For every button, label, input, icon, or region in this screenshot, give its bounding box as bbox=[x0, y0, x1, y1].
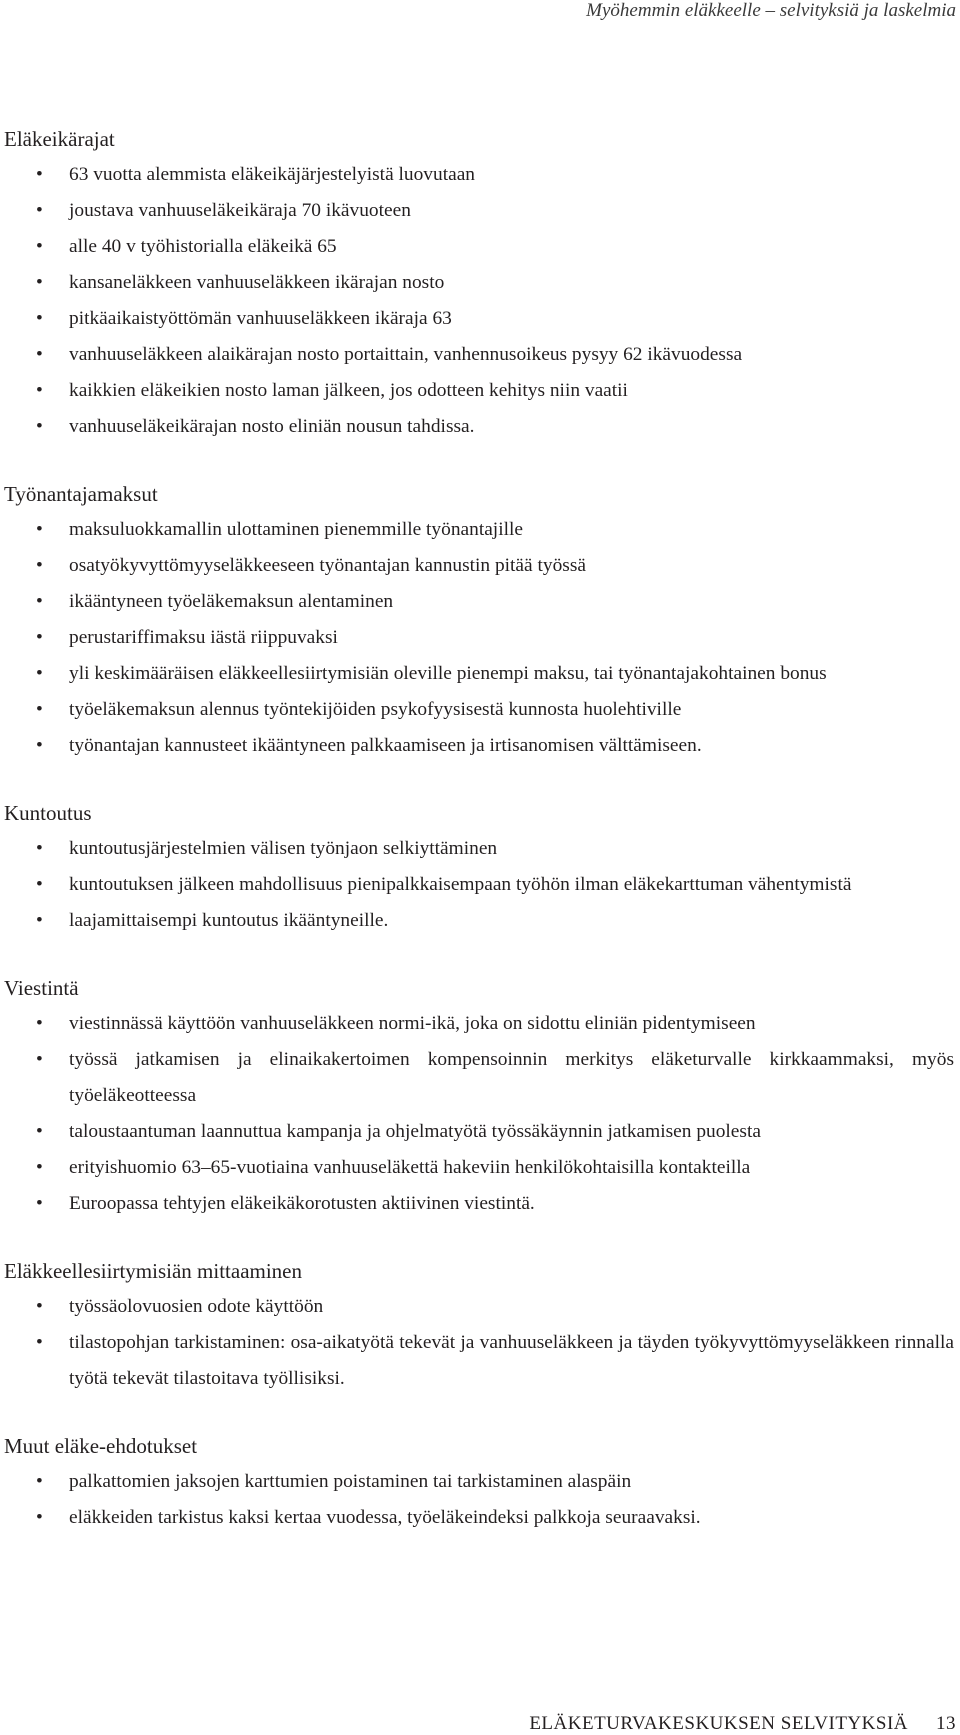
list-item: • työssä jatkamisen ja elinaikakertoimen kompensoinnin merkitys eläketurvalle kirkkaammaksi, myös työeläkeotteessa bbox=[4, 1042, 956, 1114]
list-item: • joustava vanhuuseläkeikäraja 70 ikävuoteen bbox=[4, 193, 956, 229]
list-item: • palkattomien jaksojen karttumien poistaminen tai tarkistaminen alaspäin bbox=[4, 1464, 956, 1500]
list-item: • vanhuuseläkkeen alaikärajan nosto portaittain, vanhennusoikeus pysyy 62 ikävuodessa bbox=[4, 337, 956, 373]
bullet-icon: • bbox=[36, 1332, 43, 1353]
list-item: • tilastopohjan tarkistaminen: osa-aikatyötä tekevät ja vanhuuseläkkeen ja täyden työkyvyttömyyseläkkeen rinnalla työtä tekevät tilastoitava työllisiksi. bbox=[4, 1325, 956, 1397]
section bbox=[4, 1431, 956, 1536]
section-title: Viestintä bbox=[4, 976, 79, 1000]
bullet-icon: • bbox=[36, 380, 43, 401]
bullet-list bbox=[4, 512, 956, 764]
bullet-icon: • bbox=[36, 1507, 43, 1528]
list-item: • työssäolovuosien odote käyttöön bbox=[4, 1289, 956, 1325]
section bbox=[4, 973, 956, 1222]
list-item: • maksuluokkamallin ulottaminen pienemmille työnantajille bbox=[4, 512, 956, 548]
bullet-icon: • bbox=[36, 416, 43, 437]
list-item: • ikääntyneen työeläkemaksun alentaminen bbox=[4, 584, 956, 620]
list-item: • yli keskimääräisen eläkkeellesiirtymisiän oleville pienempi maksu, tai työnantajakohtainen bonus bbox=[4, 656, 956, 692]
bullet-icon: • bbox=[36, 236, 43, 257]
bullet-icon: • bbox=[36, 1013, 43, 1034]
bullet-icon: • bbox=[36, 1193, 43, 1214]
section-title: Muut eläke-ehdotukset bbox=[4, 1434, 198, 1458]
list-item: • 63 vuotta alemmista eläkeikäjärjestelyistä luovutaan bbox=[4, 157, 956, 193]
list-item: • työeläkemaksun alennus työntekijöiden psykofyysisestä kunnosta huolehtiville bbox=[4, 692, 956, 728]
bullet-icon: • bbox=[36, 1471, 43, 1492]
bullet-icon: • bbox=[36, 1121, 43, 1142]
list-item: • taloustaantuman laannuttua kampanja ja ohjelmatyötä työssäkäynnin jatkamisen puolesta bbox=[4, 1114, 956, 1150]
bullet-icon: • bbox=[36, 838, 43, 859]
section bbox=[4, 124, 956, 445]
section-title: Työnantajamaksut bbox=[4, 482, 158, 506]
list-item: • kansaneläkkeen vanhuuseläkkeen ikärajan nosto bbox=[4, 265, 956, 301]
list-item: • Euroopassa tehtyjen eläkeikäkorotusten aktiivinen viestintä. bbox=[4, 1186, 956, 1222]
bullet-icon: • bbox=[36, 910, 43, 931]
bullet-icon: • bbox=[36, 1049, 43, 1070]
bullet-icon: • bbox=[36, 735, 43, 756]
publication-name: ELÄKETURVAKESKUKSEN SELVITYKSIÄ bbox=[529, 1713, 908, 1734]
bullet-list bbox=[4, 1289, 956, 1397]
page-body bbox=[4, 124, 956, 1570]
page-number: 13 bbox=[936, 1713, 956, 1734]
bullet-list bbox=[4, 1006, 956, 1222]
bullet-icon: • bbox=[36, 1157, 43, 1178]
list-item: • kuntoutuksen jälkeen mahdollisuus pienipalkkaisempaan työhön ilman eläkekarttuman vähentymistä bbox=[4, 867, 956, 903]
list-item: • eläkkeiden tarkistus kaksi kertaa vuodessa, työeläkeindeksi palkkoja seuraavaksi. bbox=[4, 1500, 956, 1536]
bullet-icon: • bbox=[36, 663, 43, 684]
list-item: • pitkäaikaistyöttömän vanhuuseläkkeen ikäraja 63 bbox=[4, 301, 956, 337]
bullet-icon: • bbox=[36, 555, 43, 576]
bullet-list bbox=[4, 831, 956, 939]
bullet-icon: • bbox=[36, 627, 43, 648]
bullet-icon: • bbox=[36, 699, 43, 720]
list-item: • laajamittaisempi kuntoutus ikääntyneille. bbox=[4, 903, 956, 939]
page-footer bbox=[529, 1713, 956, 1735]
bullet-list bbox=[4, 1464, 956, 1536]
list-item: • vanhuuseläkeikärajan nosto eliniän nousun tahdissa. bbox=[4, 409, 956, 445]
bullet-icon: • bbox=[36, 344, 43, 365]
bullet-icon: • bbox=[36, 1296, 43, 1317]
bullet-icon: • bbox=[36, 308, 43, 329]
section-title: Eläkkeellesiirtymisiän mittaaminen bbox=[4, 1259, 302, 1283]
bullet-icon: • bbox=[36, 874, 43, 895]
bullet-list bbox=[4, 157, 956, 445]
section-title: Kuntoutus bbox=[4, 801, 92, 825]
list-item: • työnantajan kannusteet ikääntyneen palkkaamiseen ja irtisanomisen välttämiseen. bbox=[4, 728, 956, 764]
section bbox=[4, 479, 956, 764]
list-item: • osatyökyvyttömyyseläkkeeseen työnantajan kannustin pitää työssä bbox=[4, 548, 956, 584]
bullet-icon: • bbox=[36, 164, 43, 185]
bullet-icon: • bbox=[36, 272, 43, 293]
bullet-icon: • bbox=[36, 519, 43, 540]
list-item: • perustariffimaksu iästä riippuvaksi bbox=[4, 620, 956, 656]
section-title: Eläkeikärajat bbox=[4, 127, 115, 151]
list-item: • erityishuomio 63–65-vuotiaina vanhuuseläkettä hakeviin henkilökohtaisilla kontakteilla bbox=[4, 1150, 956, 1186]
list-item: • kaikkien eläkeikien nosto laman jälkeen, jos odotteen kehitys niin vaatii bbox=[4, 373, 956, 409]
list-item: • alle 40 v työhistorialla eläkeikä 65 bbox=[4, 229, 956, 265]
bullet-icon: • bbox=[36, 591, 43, 612]
list-item: • viestinnässä käyttöön vanhuuseläkkeen normi-ikä, joka on sidottu eliniän pidentymiseen bbox=[4, 1006, 956, 1042]
running-head: Myöhemmin eläkkeelle – selvityksiä ja laskelmia bbox=[586, 0, 956, 21]
section bbox=[4, 1256, 956, 1397]
bullet-icon: • bbox=[36, 200, 43, 221]
section bbox=[4, 798, 956, 939]
list-item: • kuntoutusjärjestelmien välisen työnjaon selkiyttäminen bbox=[4, 831, 956, 867]
